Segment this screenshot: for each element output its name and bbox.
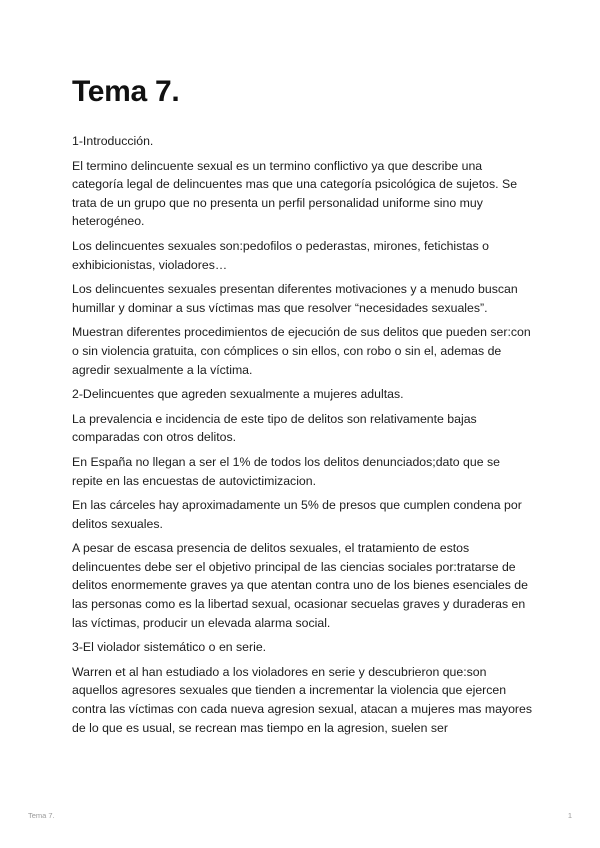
paragraph: En las cárceles hay aproximadamente un 5% de presos que cumplen condena por delitos sexuales. [72,498,522,531]
paragraph: Los delincuentes sexuales presentan diferentes motivaciones y a menudo buscan humillar y dominar a sus víctimas mas que resolver “necesidades sexuales”. [72,282,518,315]
section-heading-introduccion: 1-Introducción. [72,134,154,148]
paragraph: Warren et al han estudiado a los violadores en serie y descubrieron que:son aquellos agresores sexuales que tienden a incrementar la violencia que ejercen contra las víctimas con cada nueva agresion sexual, atacan a mujeres mas mayores de lo que es usual, se recrean mas tiempo en la agresion, suelen ser [72,664,532,735]
body-text [72,132,532,743]
paragraph: Los delincuentes sexuales son:pedofilos o pederastas, mirones, fetichistas o exhibicionistas, violadores… [72,238,489,272]
page-title: Tema 7. [72,75,180,108]
section-heading-violador: 3-El violador sistemático o en serie. [72,640,267,655]
paragraph: La prevalencia e incidencia de este tipo de delitos son relativamente bajas comparadas con otros delitos. [72,411,477,445]
footer-label: Tema 7. [28,811,55,820]
paragraph: El termino delincuente sexual es un termino conflictivo ya que describe una categoría legal de delincuentes mas que una categoría psicológica de sujetos. Se trata de un grupo que no presenta un perfil personalidad uniforme sino muy heterogéneo. [72,158,518,229]
paragraph: A pesar de escasa presencia de delitos sexuales, el tratamiento de estos delincuentes debe ser el objetivo principal de las ciencias sociales por:tratarse de delitos enormemente graves ya que atentan contra uno de los bienes esenciales de las personas como es la libertad sexual, ocasionar secuelas graves y duraderas en las víctimas, producir un elevada alarma social. [72,541,528,630]
paragraph: En España no llegan a ser el 1% de todos los delitos denunciados;dato que se repite en las encuestas de autovictimizacion. [72,454,500,488]
section-heading-delincuentes: 2-Delincuentes que agreden sexualmente a mujeres adultas. [72,387,404,402]
page-number: 1 [567,811,572,820]
paragraph: Muestran diferentes procedimientos de ejecución de sus delitos que pueden ser:con o sin violencia gratuita, con cómplices o sin ellos, con robo o sin el, ademas de agredir sexualmente a la víctima. [72,325,531,377]
